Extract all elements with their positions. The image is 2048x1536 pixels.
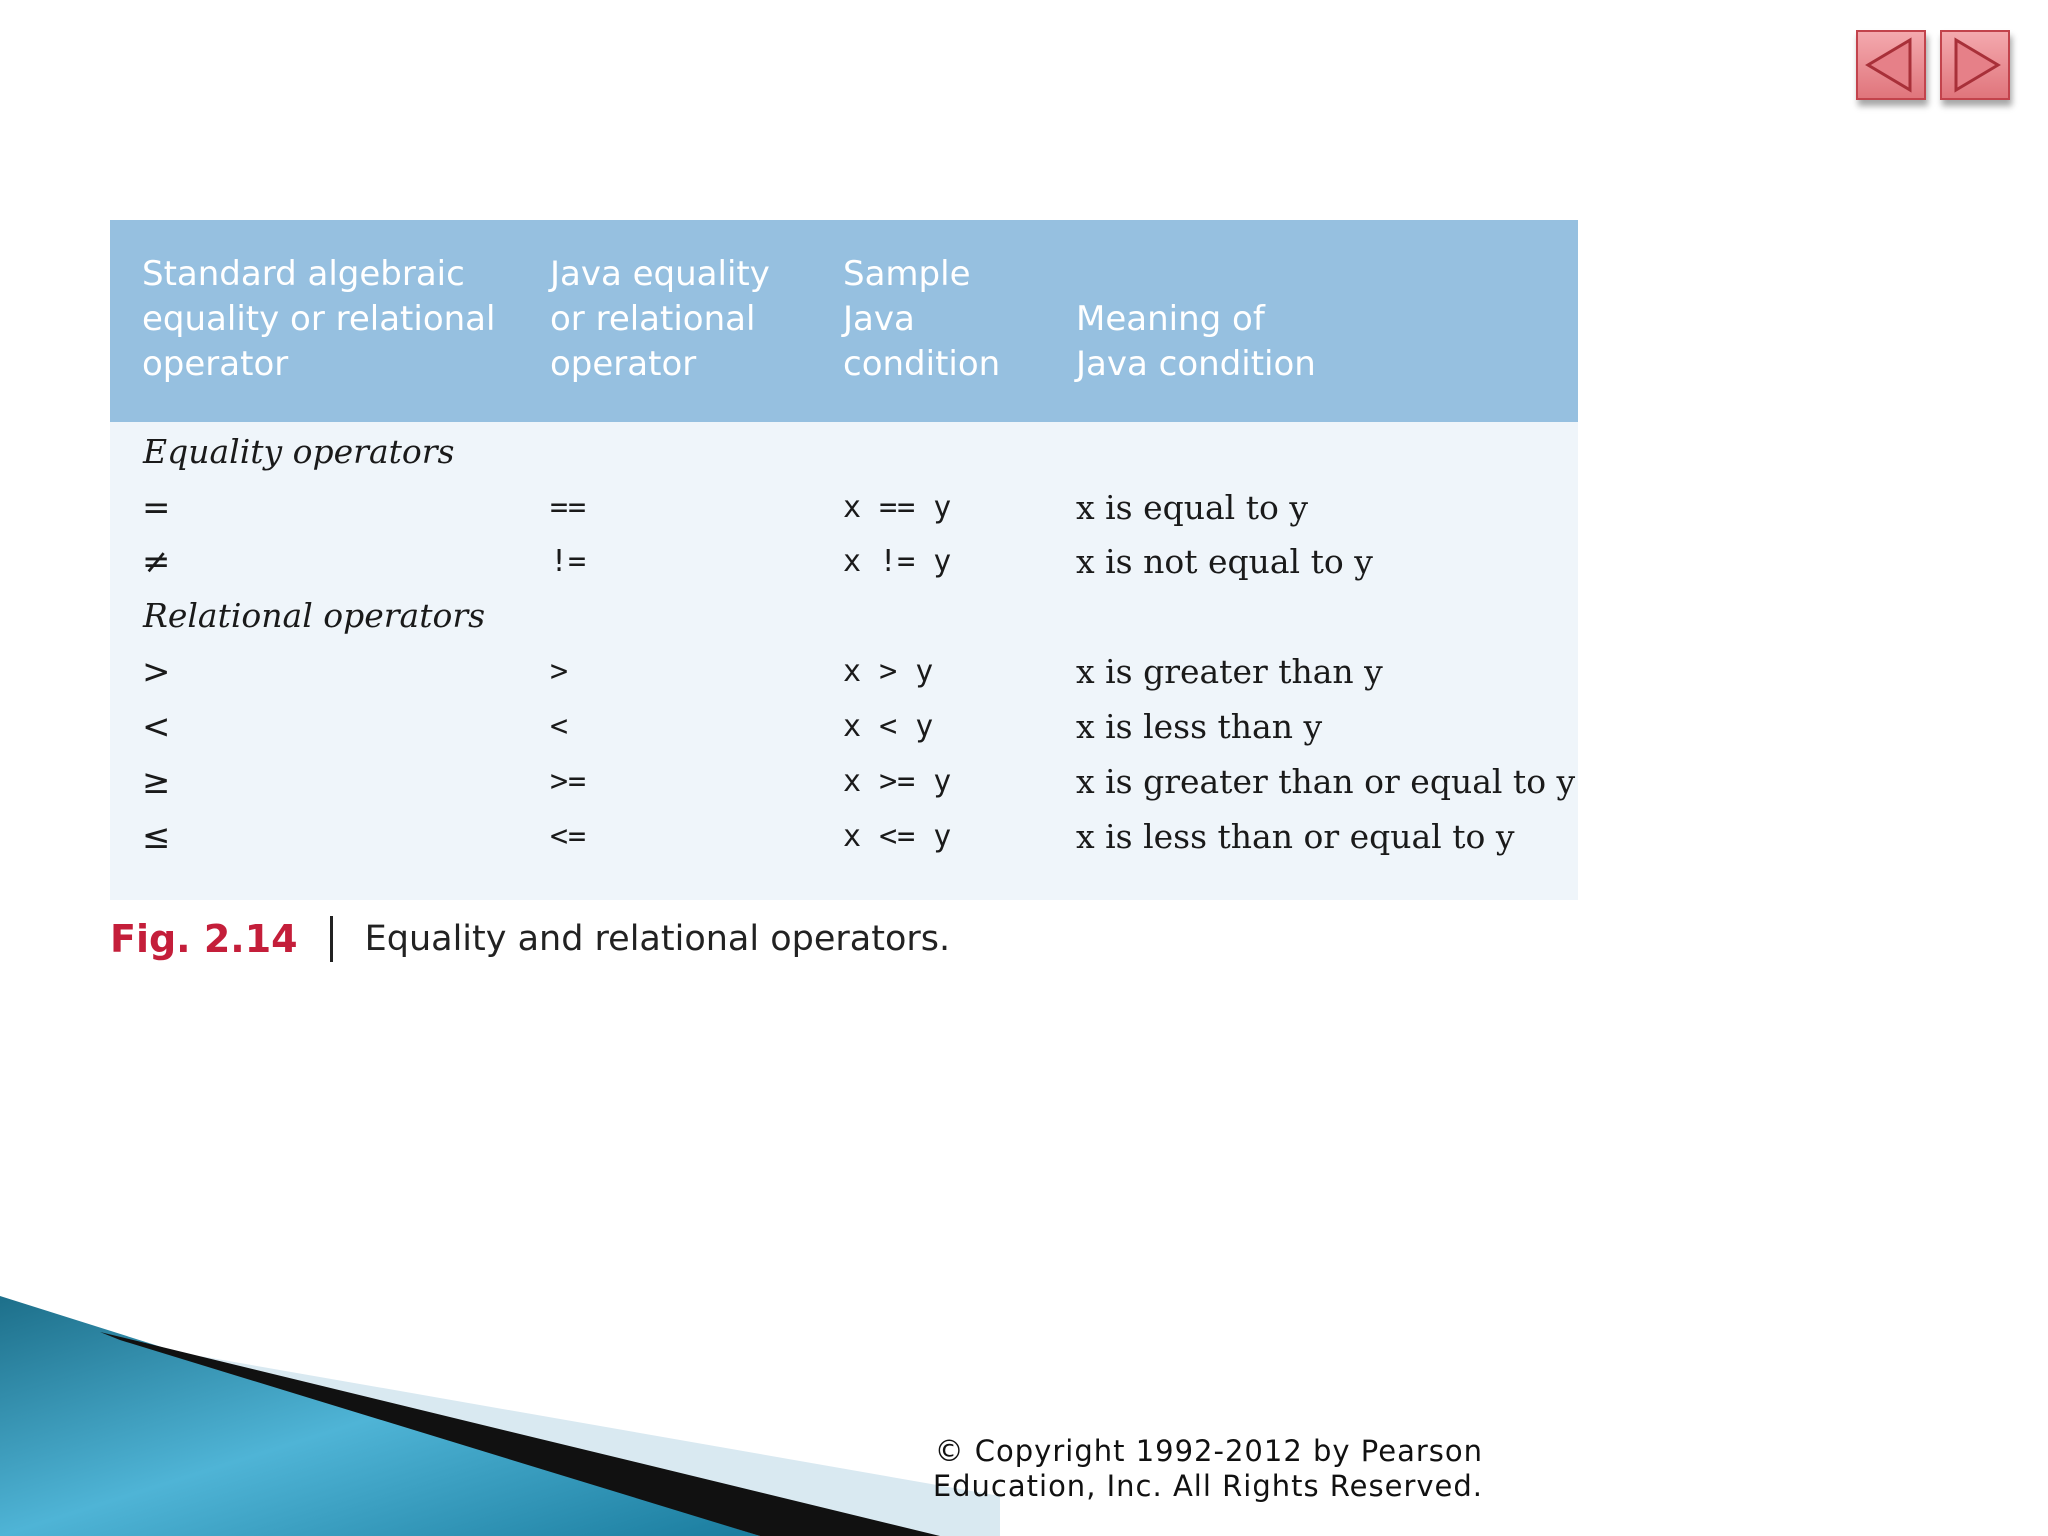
cell-algebraic: ≤	[142, 817, 171, 857]
footer-swoosh-decoration	[0, 1290, 1000, 1536]
header-meaning: Meaning of Java condition	[1076, 299, 1316, 384]
cell-algebraic: <	[142, 707, 171, 747]
cell-algebraic: ≠	[142, 542, 171, 582]
cell-sample: x > y	[843, 654, 934, 689]
cell-java-operator: <=	[550, 819, 587, 854]
header-sample-condition: Sample Java condition	[843, 254, 1001, 384]
cell-algebraic: =	[142, 488, 171, 528]
cell-meaning: x is greater than or equal to y	[1076, 762, 1576, 801]
cell-java-operator: <	[550, 709, 569, 744]
cell-sample: x < y	[843, 709, 934, 744]
cell-java-operator: ==	[550, 490, 587, 525]
cell-sample: x != y	[843, 544, 952, 579]
copyright-line-2: Education, Inc. All Rights Reserved.	[932, 1469, 1483, 1503]
cell-sample: x >= y	[843, 764, 952, 799]
next-slide-button[interactable]	[1940, 30, 2012, 104]
section-title-equality: Equality operators	[143, 432, 455, 471]
cell-algebraic: >	[142, 652, 171, 692]
figure-title: Equality and relational operators.	[364, 919, 951, 959]
cell-java-operator: !=	[550, 544, 587, 579]
caption-divider	[330, 916, 333, 962]
triangle-left-icon	[1858, 32, 1924, 98]
cell-sample: x == y	[843, 490, 952, 525]
copyright-line-1: © Copyright 1992-2012 by Pearson	[934, 1434, 1483, 1468]
header-algebraic: Standard algebraic equality or relational operator	[142, 254, 496, 384]
cell-algebraic: ≥	[142, 762, 171, 802]
cell-java-operator: >	[550, 654, 569, 689]
triangle-right-icon	[1942, 32, 2008, 98]
table-header	[110, 220, 1578, 422]
cell-meaning: x is less than or equal to y	[1076, 817, 1515, 856]
copyright-notice	[933, 1434, 1483, 1504]
operators-table	[110, 220, 1578, 900]
cell-meaning: x is not equal to y	[1076, 542, 1373, 581]
cell-meaning: x is equal to y	[1076, 488, 1308, 527]
previous-slide-button[interactable]	[1856, 30, 1928, 104]
header-java-operator: Java equality or relational operator	[550, 254, 770, 384]
cell-meaning: x is greater than y	[1076, 652, 1383, 691]
cell-meaning: x is less than y	[1076, 707, 1323, 746]
figure-label: Fig. 2.14	[110, 917, 298, 961]
section-title-relational: Relational operators	[143, 596, 486, 635]
cell-java-operator: >=	[550, 764, 587, 799]
cell-sample: x <= y	[843, 819, 952, 854]
figure-caption	[110, 914, 950, 964]
